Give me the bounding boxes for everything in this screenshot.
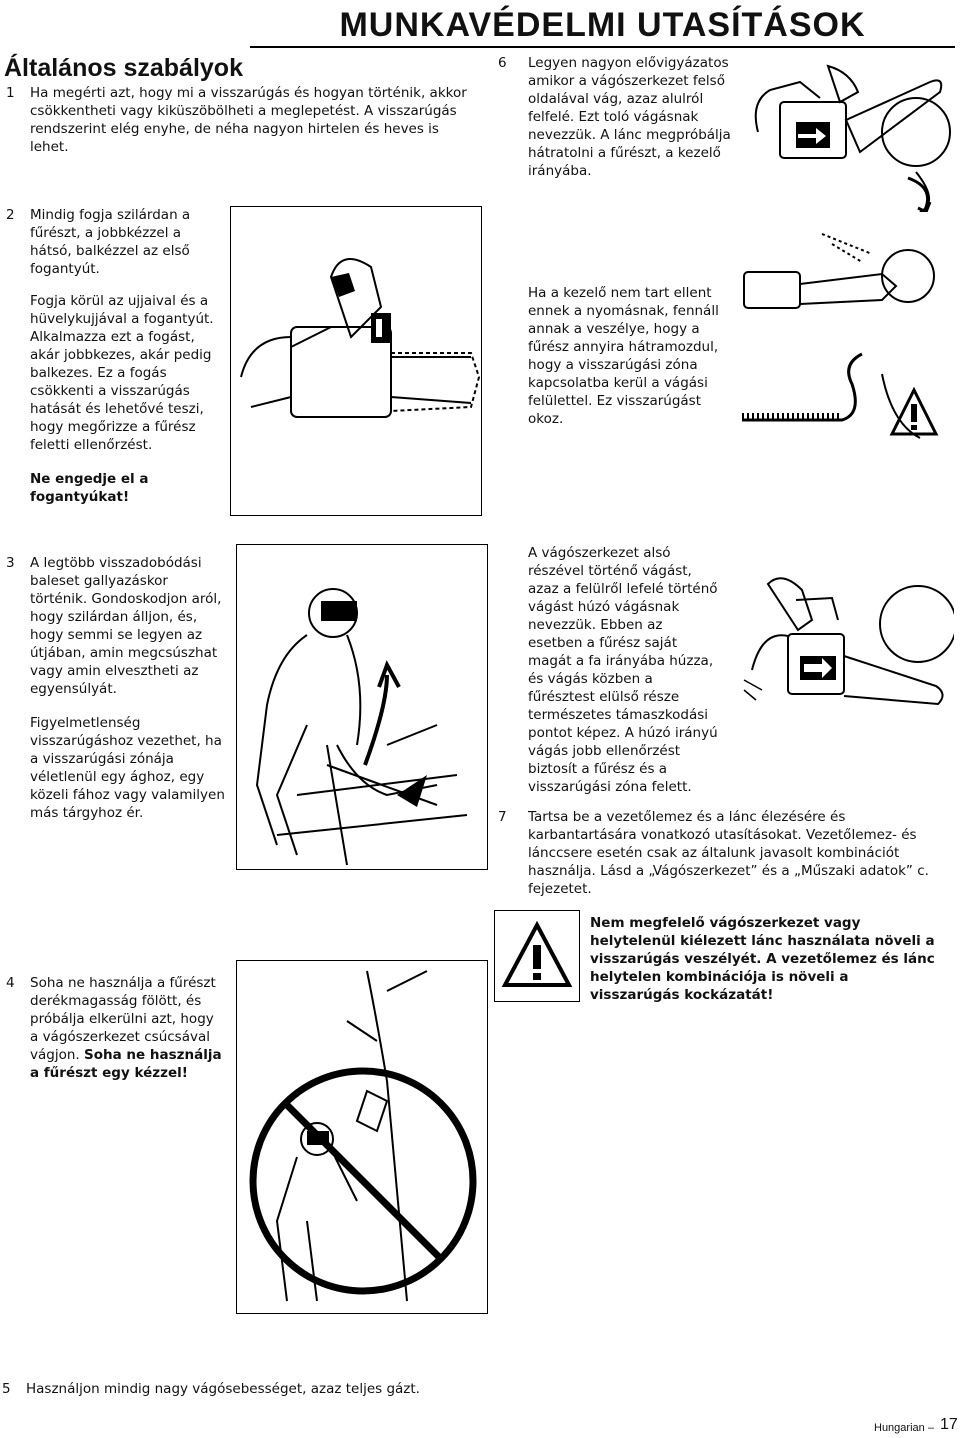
item-number-3: 3	[6, 555, 15, 571]
section-3-text-1: A legtöbb visszadobódási baleset gallyazáskor történik. Gondoskodjon aról, hogy szilárdan álljon, és, hogy semmi se legyen az útjában, amin megcsúszhat vagy amin elvesztheti az egyensúlyát.	[30, 555, 222, 697]
item-number-5: 5	[2, 1381, 11, 1397]
section-4-text	[30, 974, 224, 1082]
item-number-1: 1	[6, 85, 15, 101]
footer-dash: –	[928, 1422, 935, 1434]
section-heading: Általános szabályok	[4, 54, 243, 82]
warning-icon-box	[494, 910, 580, 1002]
footer-language: Hungarian	[874, 1422, 925, 1434]
section-2-text-2: Fogja körül az ujjaival és a hüvelykujjával a fogantyút. Alkalmazza ezt a fogást, akár jobbkezes, akár pedig balkezes. Ez a fogás csökkenti a visszarúgás hatását és lehetővé teszi, hogy megőrizze a fűrész feletti ellenőrzést.	[30, 293, 214, 453]
section-6b-text: Ha a kezelő nem tart ellent ennek a nyomásnak, fennáll annak a veszélye, hogy a fűrész annyira hátramozdul, hogy a visszarúgási zóna kapcsolatba kerül a vágási felülettel. Ez visszarúgást okoz.	[528, 285, 719, 427]
item-number-2: 2	[6, 207, 15, 223]
item-number-6: 6	[498, 55, 507, 71]
kickback-illustration	[732, 224, 954, 450]
section-7-text: Tartsa be a vezetőlemez és a lánc élezésére és karbantartására vonatkozó utasításokat. Vezetőlemez- és lánccsere esetén csak az általunk javasolt kombinációt használja. Lásd a „Vágószerkezet” és a „Műszaki adatok” c. fejezetet.	[528, 809, 929, 897]
grip-illustration-frame	[230, 206, 482, 516]
limbing-illustration-frame	[236, 544, 488, 870]
item-number-4: 4	[6, 975, 15, 991]
section-3-text-2: Figyelmetlenség visszarúgáshoz vezethet, ha a visszarúgási zónája véletlenül egy ághoz, egy közeli fához vagy valamilyen más tárgyhoz ér.	[30, 715, 225, 821]
section-4-text-plain: Soha ne használja a fűrészt derékmagasság fölött, és próbálja elkerülni azt, hogy a vágószerkezet csúcsával vágjon.	[30, 975, 216, 1063]
section-5-text: Használjon mindig nagy vágósebességet, azaz teljes gázt.	[26, 1381, 420, 1397]
section-4-text-bold: Soha ne használja a fűrészt egy kézzel!	[30, 1047, 222, 1081]
pull-cut-illustration	[742, 560, 954, 776]
section-2-text-1: Mindig fogja szilárdan a fűrészt, a jobbkézzel a hátsó, balkézzel az első fogantyút.	[30, 207, 191, 277]
page-title: MUNKAVÉDELMI UTASÍTÁSOK	[339, 6, 866, 44]
section-pull-cut-text: A vágószerkezet alsó részével történő vágást, azaz a felülről lefelé történő vágást húzó vágásnak nevezzük. Ebben az esetben a fűrész saját magát a fa irányába húzza, és vágás közben a fűrésztest elülső része természetes támaszkodási pontot képez. A húzó irányú vágás jobb ellenőrzést biztosít a fűrész és a visszarúgási zóna felett.	[528, 545, 718, 795]
section-6-text: Legyen nagyon elővigyázatos amikor a vágószerkezet felső oldalával vág, azaz alulról felfelé. Ezt toló vágásnak nevezzük. A lánc megpróbálja hátratolni a fűrészt, a kezelő irányába.	[528, 55, 731, 179]
section-2-warning: Ne engedje el a fogantyúkat!	[30, 471, 149, 505]
warning-box-text: Nem megfelelő vágószerkezet vagy helytelenül kiélezett lánc használata növeli a visszarúgás veszélyét. A vezetőlemez és lánc helytelen kombinációja is növeli a visszarúgás kockázatát!	[590, 915, 935, 1003]
title-rule	[250, 46, 955, 48]
prohibited-use-illustration-frame	[236, 960, 488, 1314]
section-1-text: Ha megérti azt, hogy mi a visszarúgás és hogyan történik, akkor csökkentheti vagy kiküszöbölheti a meglepetést. A visszarúgás rendszerint elég enyhe, de néha nagyon hirtelen és heves is lehet.	[30, 85, 467, 155]
push-cut-illustration	[740, 62, 954, 212]
page-number: 17	[940, 1416, 958, 1433]
item-number-7: 7	[498, 809, 507, 825]
